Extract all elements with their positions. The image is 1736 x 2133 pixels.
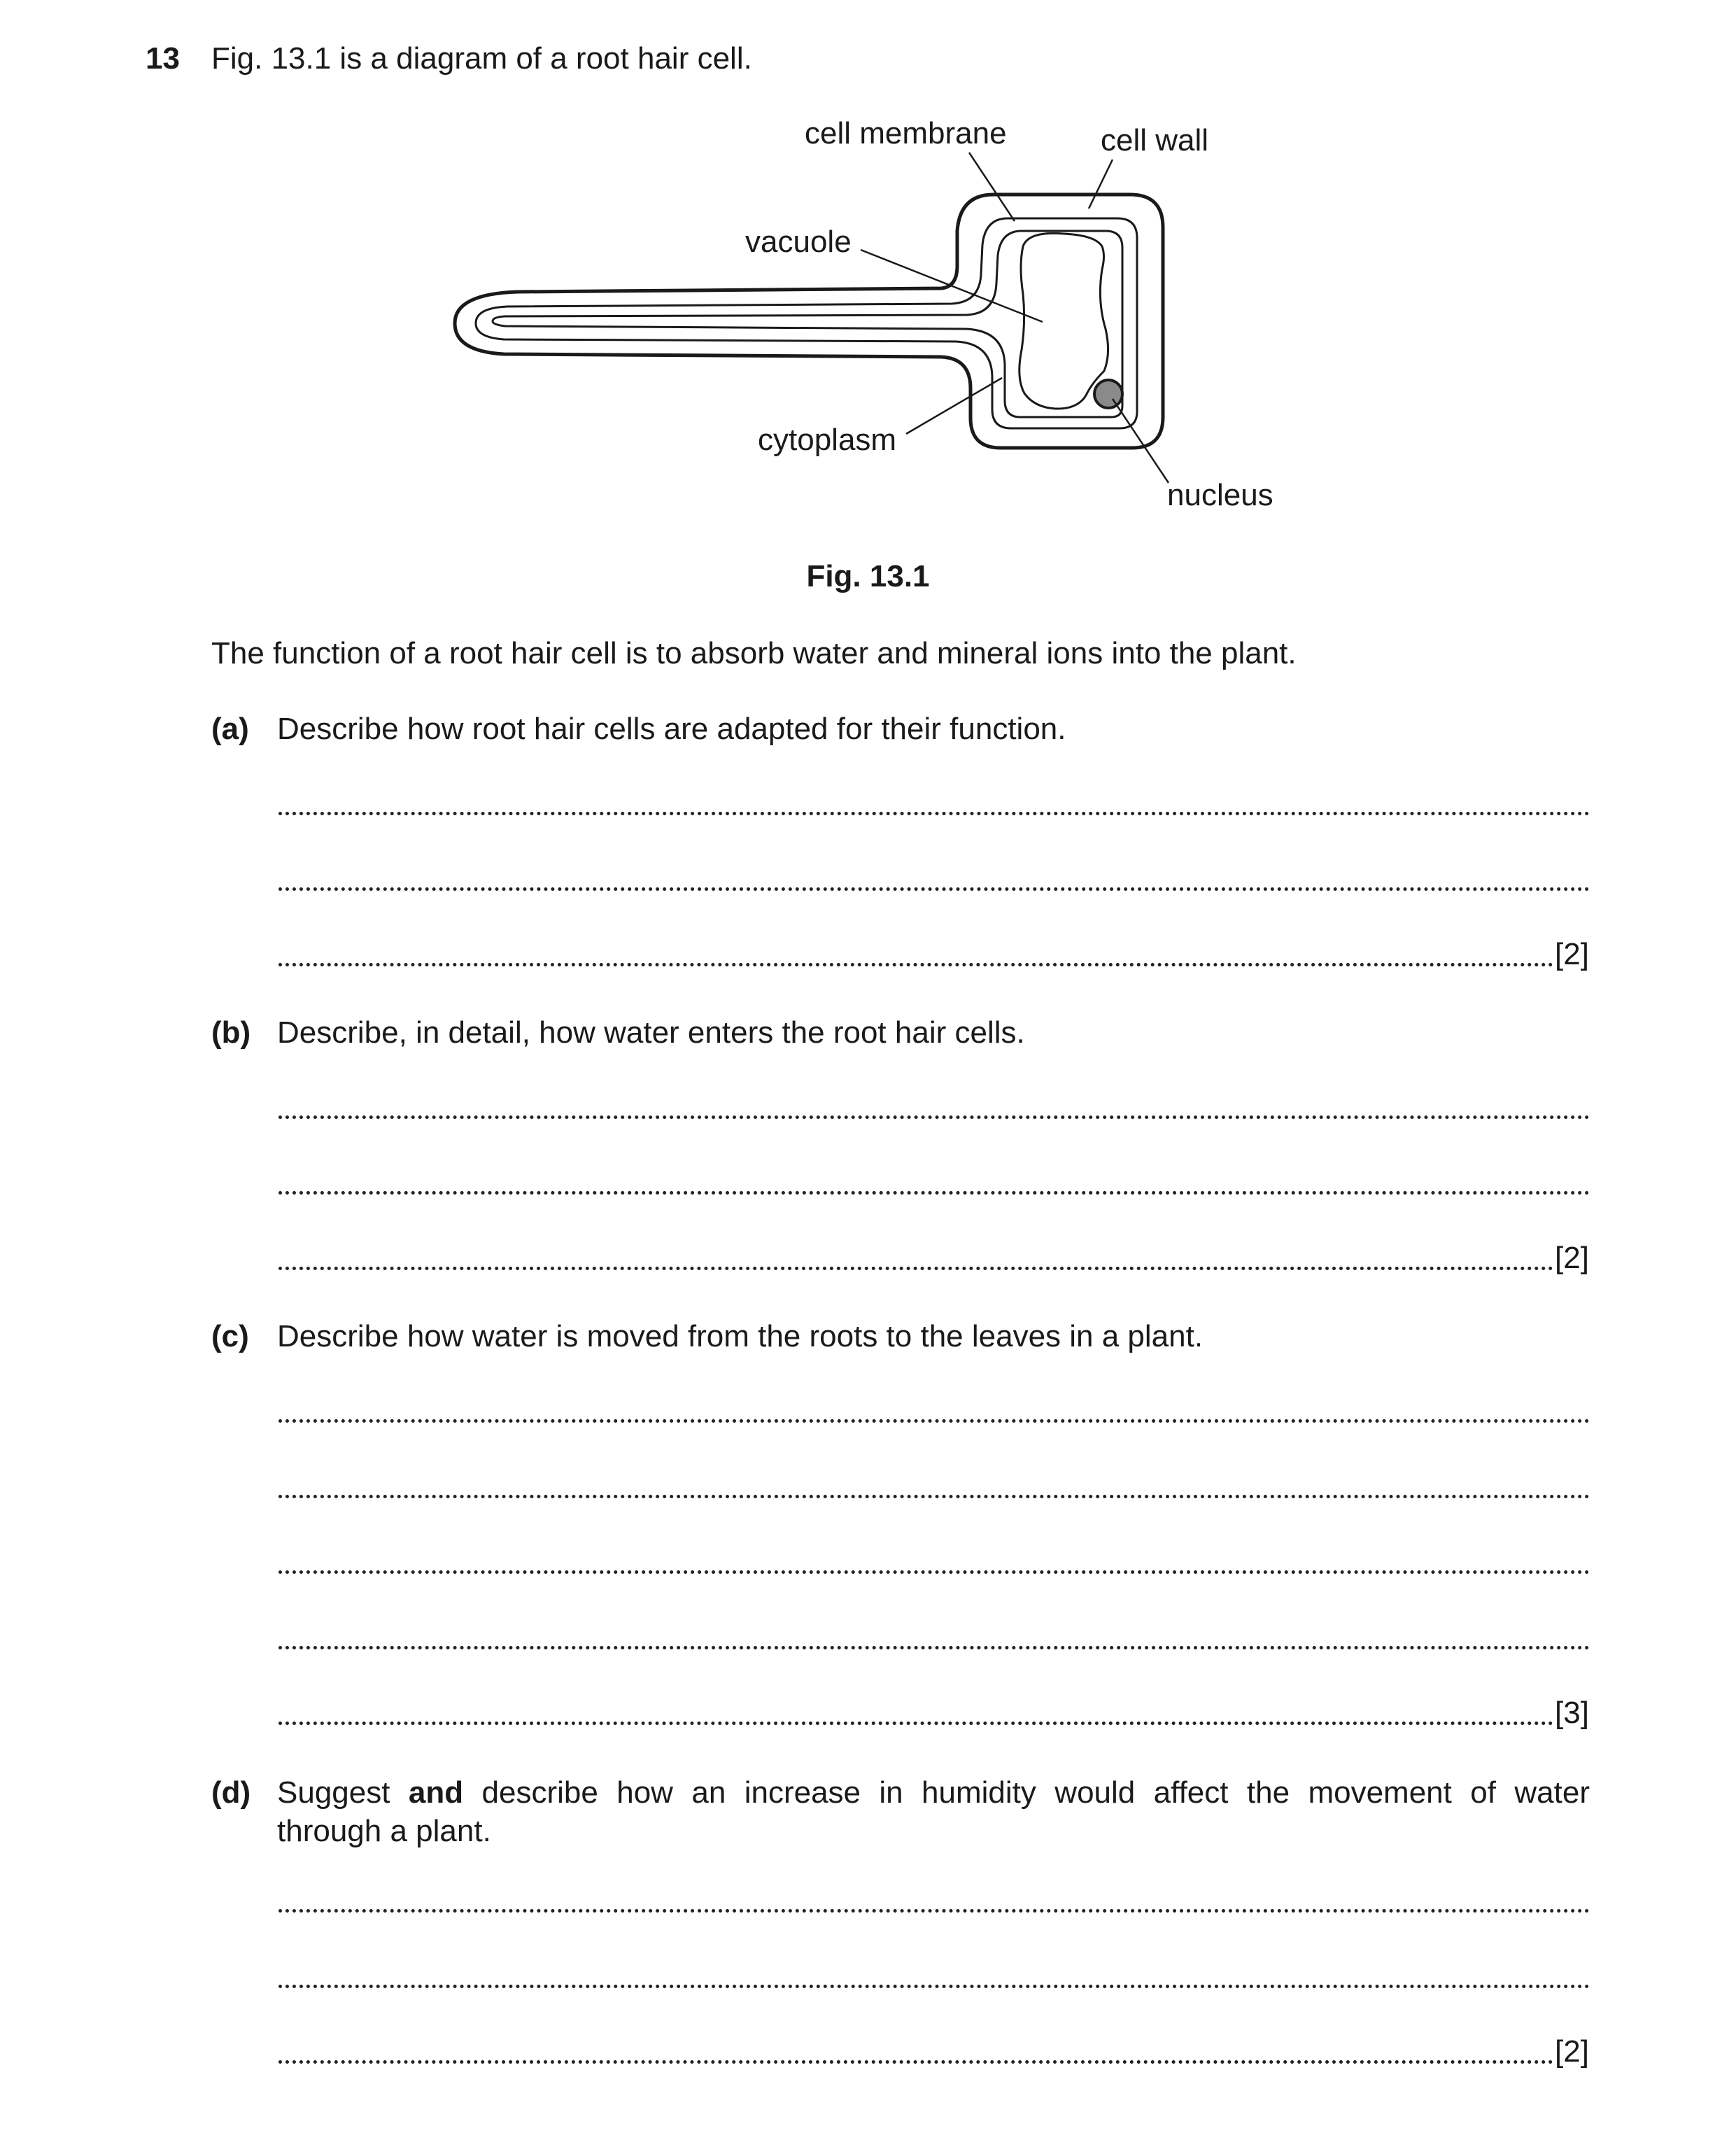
- marks-a: [2]: [1555, 937, 1589, 971]
- answer-line[interactable]: [278, 1267, 1553, 1270]
- part-c-text: Describe how water is moved from the roots to the leaves in a plant.: [277, 1319, 1204, 1353]
- nucleus-shape: [1094, 380, 1122, 408]
- part-d-text-after: describe how an increase in humidity would affect the movement of water: [481, 1775, 1590, 1810]
- answer-line[interactable]: [278, 963, 1553, 966]
- answer-line[interactable]: [278, 1985, 1590, 1988]
- part-d-label: (d): [211, 1775, 251, 1810]
- answer-line[interactable]: [278, 887, 1590, 891]
- leader-line-nucleus: [1113, 399, 1169, 483]
- part-c-label: (c): [211, 1319, 249, 1353]
- marks-c: [3]: [1555, 1696, 1589, 1730]
- answer-line[interactable]: [278, 812, 1590, 815]
- answer-line[interactable]: [278, 1570, 1590, 1574]
- part-d-text-before: Suggest: [277, 1775, 390, 1810]
- leader-line-cell-wall: [1089, 160, 1113, 209]
- marks-b: [2]: [1555, 1241, 1589, 1275]
- part-b-text: Describe, in detail, how water enters the root hair cells.: [277, 1015, 1025, 1050]
- leader-line-cell-membrane: [969, 153, 1015, 221]
- label-vacuole: vacuole: [745, 225, 852, 259]
- answer-line[interactable]: [278, 1909, 1590, 1913]
- label-nucleus: nucleus: [1167, 478, 1273, 512]
- part-a-label: (a): [211, 712, 249, 746]
- figure-caption: Fig. 13.1: [806, 559, 930, 593]
- leader-line-cytoplasm: [906, 378, 1002, 434]
- part-d-text-bold: and: [408, 1775, 464, 1810]
- root-hair-cell-diagram: [0, 0, 1736, 560]
- label-cell-membrane: cell membrane: [805, 116, 1007, 150]
- label-cell-wall: cell wall: [1101, 123, 1209, 157]
- part-d-text-line2: through a plant.: [277, 1814, 491, 1848]
- question-intro: Fig. 13.1 is a diagram of a root hair cell.: [211, 41, 752, 76]
- label-cytoplasm: cytoplasm: [758, 423, 897, 457]
- vacuole-outline: [1019, 233, 1108, 409]
- answer-line[interactable]: [278, 1115, 1590, 1119]
- answer-line[interactable]: [278, 1191, 1590, 1195]
- part-d-text-line1: [277, 1773, 1590, 1812]
- answer-line[interactable]: [278, 1722, 1553, 1725]
- part-b-label: (b): [211, 1015, 251, 1050]
- answer-line[interactable]: [278, 1419, 1590, 1423]
- answer-line[interactable]: [278, 1646, 1590, 1649]
- answer-line[interactable]: [278, 1495, 1590, 1498]
- answer-line[interactable]: [278, 2060, 1553, 2064]
- question-stem: The function of a root hair cell is to absorb water and mineral ions into the plant.: [211, 636, 1297, 670]
- question-number: 13: [146, 41, 180, 76]
- marks-d: [2]: [1555, 2034, 1589, 2069]
- part-a-text: Describe how root hair cells are adapted for their function.: [277, 712, 1066, 746]
- leader-line-vacuole: [861, 250, 1043, 322]
